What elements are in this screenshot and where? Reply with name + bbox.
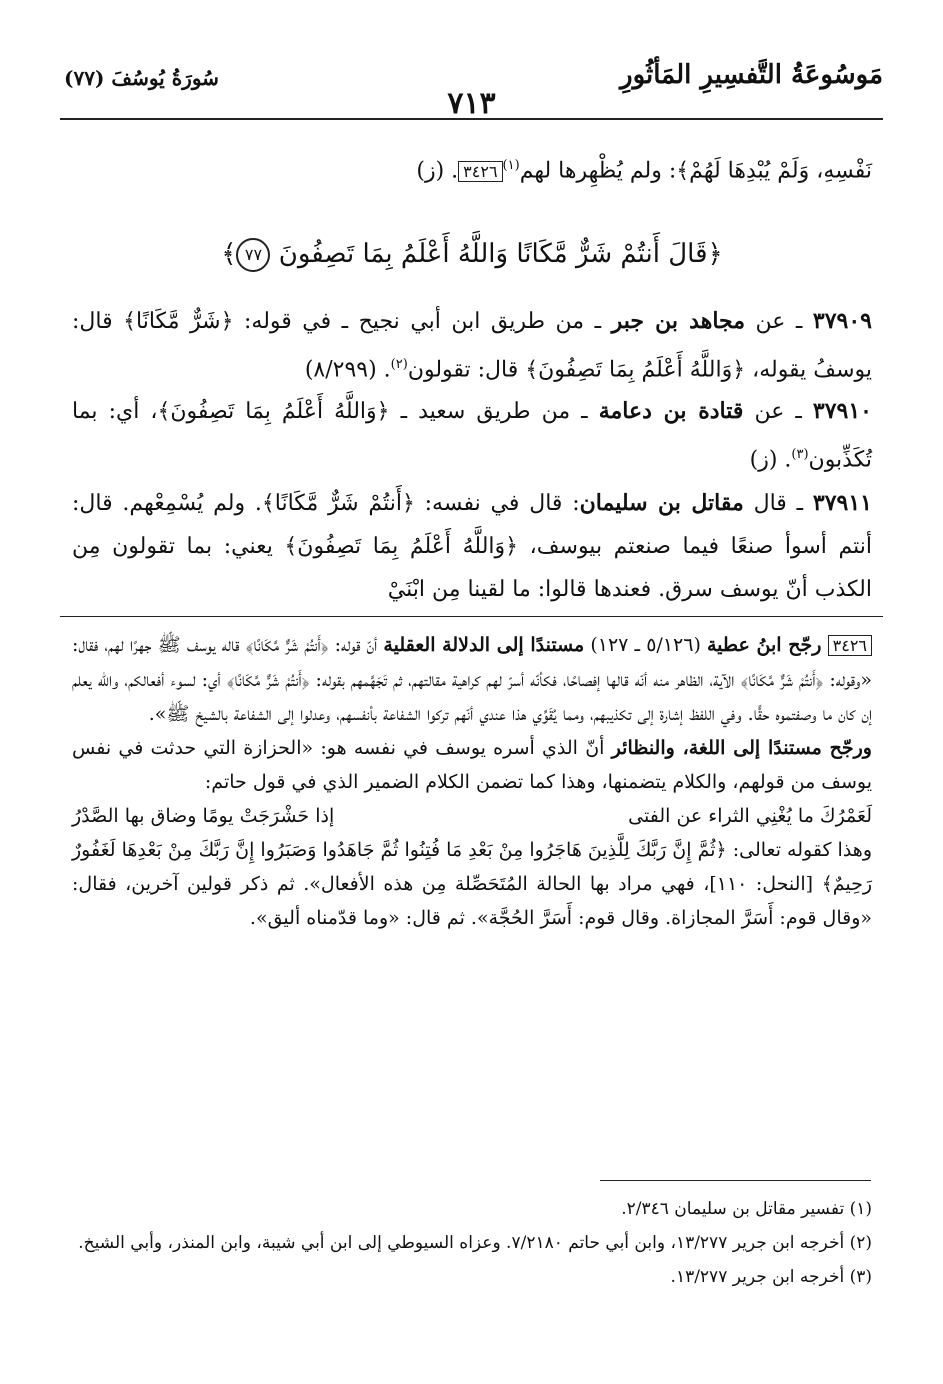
narration-end: . (٨/٢٩٩) <box>304 357 391 383</box>
narrator-name: مجاهد بن جبر <box>611 308 746 334</box>
note-text: أنّ الذي أسره يوسف في نفسه هو: «الحزازة التي حدثت في نفس يوسف من قولهم، والكلام يتضمنها، وهذا كما تضمن الكلام الضمير الذي في قول حاتم: <box>72 737 872 793</box>
note-divider <box>60 616 883 617</box>
narration-text: ـ عن <box>745 309 813 334</box>
page-number: ٧١٣ <box>447 86 496 121</box>
ayah-number-icon: ٧٧ <box>236 238 270 272</box>
opening-end: . (ز) <box>416 158 459 184</box>
narrator-name: قتادة بن دعامة <box>598 398 744 424</box>
quran-verse <box>72 234 872 274</box>
commentary-note <box>72 628 872 935</box>
note-bold: ورجّح مستندًا إلى اللغة، والنظائر <box>611 737 872 759</box>
opening-text: نَفْسِهِ، وَلَمْ يُبْدِهَا لَهُمْ﴾: ولم يُظْهِرها لهم <box>519 158 872 184</box>
note-paragraph-2 <box>72 731 872 799</box>
narration-number: ٣٧٩١١ <box>812 490 872 516</box>
footnotes <box>72 1192 872 1294</box>
footnote-divider <box>600 1180 871 1181</box>
narration-text: ـ قال <box>743 491 813 516</box>
narration-37911 <box>72 482 872 611</box>
opening-line <box>72 144 872 193</box>
narration-37909 <box>72 300 872 391</box>
note-text: أنّ قوله: ﴿أَنتُمْ شَرٌّ مَّكَانًا﴾ قاله يوسف ﷺ جهرًا لهم، فقال: «وقوله: ﴿أَنتُمْ شَرٌّ مَّكَانًا﴾ الآية، الظاهر منه أنّه قالها إفصاحًا، فكأنّه أسرّ لهم كراهية مقالتهم، ثم تَجَهَّمهم بقوله: ﴿أَنتُمْ شَرٌّ مَّكَانًا﴾ أي: لسوء أفعالكم، والله يعلم إن كان ما وصفتموه حقًّا. وفي اللفظ إشارة إلى تكذيبهم، ومما يُقَوِّي هذا عندي أنّهم تركوا الشفاعة بأنفسهم، وعدلوا إلى الشفاعة بالشيخ ﷺ». <box>72 634 872 725</box>
note-ref-box: ٣٤٢٦ <box>458 161 502 182</box>
narration-text: ـ عن <box>743 399 813 424</box>
narration-number: ٣٧٩١٠ <box>812 398 872 424</box>
note-box: ٣٤٢٦ <box>828 635 872 656</box>
narration-number: ٣٧٩٠٩ <box>812 308 872 334</box>
footnote-ref-3: (٣) <box>791 447 809 462</box>
book-title: مَوسُوعَةُ التَّفسِيرِ المَأثُورِ <box>620 60 883 90</box>
narration-end: . (ز) <box>749 447 792 473</box>
footnote-3: (٣) أخرجه ابن جرير ١٣/٢٧٧. <box>670 1267 872 1287</box>
note-text: (٥/١٢٦ ـ ١٢٧) <box>584 634 707 656</box>
footnote-ref-2: (٢) <box>390 357 408 372</box>
footnote-1: (١) تفسير مقاتل بن سليمان ٢/٣٤٦. <box>621 1199 872 1219</box>
footnote-2: (٢) أخرجه ابن جرير ١٣/٢٧٧، وابن أبي حاتم ٧/٢١٨٠. وعزاه السيوطي إلى ابن أبي شيبة، وابن المنذر، وأبي الشيخ. <box>78 1233 872 1253</box>
surah-label: سُورَةُ يُوسُفَ (٧٧) <box>64 66 219 90</box>
narration-text: ـ من طريق سعيد ـ ﴿وَاللَّهُ أَعْلَمُ بِمَا تَصِفُونَ﴾، أي: بما تُكَذِّبون <box>72 399 872 473</box>
note-bold: مستندًا إلى الدلالة العقلية <box>383 634 585 656</box>
note-bold: رجّح ابنُ عطية <box>707 634 822 656</box>
verse-close: ﴾ <box>221 239 237 269</box>
narration-text: ـ من طريق ابن أبي نجيح ـ في قوله: ﴿شَرٌّ مَّكَانًا﴾ قال: يوسفُ يقوله، ﴿وَاللَّهُ أَعْلَمُ بِمَا تَصِفُونَ﴾ قال: تقولون <box>72 309 872 383</box>
note-paragraph-3: وهذا كقوله تعالى: ﴿ثُمَّ إِنَّ رَبَّكَ لِلَّذِينَ هَاجَرُوا مِنْ بَعْدِ مَا فُتِنُوا ثُمَّ جَاهَدُوا وَصَبَرُوا إِنَّ رَبَّكَ مِنْ بَعْدِهَا لَغَفُورٌ رَحِيمٌ﴾ [النحل: ١١٠]، فهي مراد بها الحالة المُتَحَصِّلة مِن هذه الأفعال». ثم ذكر قولين آخرين، فقال: «وقال قوم: أَسَرَّ المجازاة. وقال قوم: أَسَرَّ الحُجَّة». ثم قال: «وما قدّمناه أليق». <box>72 839 872 929</box>
poem-verse <box>72 799 872 833</box>
poem-hemistich-right: لَعَمْرُكَ ما يُغْنِي الثراء عن الفتى <box>628 805 872 827</box>
verse-text: ﴿قَالَ أَنتُمْ شَرٌّ مَّكَانًا وَاللَّهُ أَعْلَمُ بِمَا تَصِفُونَ <box>278 239 723 269</box>
footnote-ref-1: (١) <box>502 158 520 173</box>
narration-37910 <box>72 390 872 481</box>
note-paragraph-1 <box>72 628 872 731</box>
poem-hemistich-left: إذا حَشْرَجَتْ يومًا وضاق بها الصَّدْرُ <box>72 805 335 827</box>
narration-text: : قال في نفسه: ﴿أَنتُمْ شَرٌّ مَّكَانًا﴾. ولم يُسْمِعْهم. قال: أنتم أسوأ صنعًا فيما صنعتم بيوسف، ﴿وَاللَّهُ أَعْلَمُ بِمَا تَصِفُونَ﴾ يعني: بما تقولون مِن الكذب أنّ يوسف سرق. فعندها قالوا: ما لقينا مِن ابْنَيْ <box>72 491 872 602</box>
header-rule <box>60 118 883 120</box>
narrator-name: مقاتل بن سليمان <box>579 490 744 516</box>
